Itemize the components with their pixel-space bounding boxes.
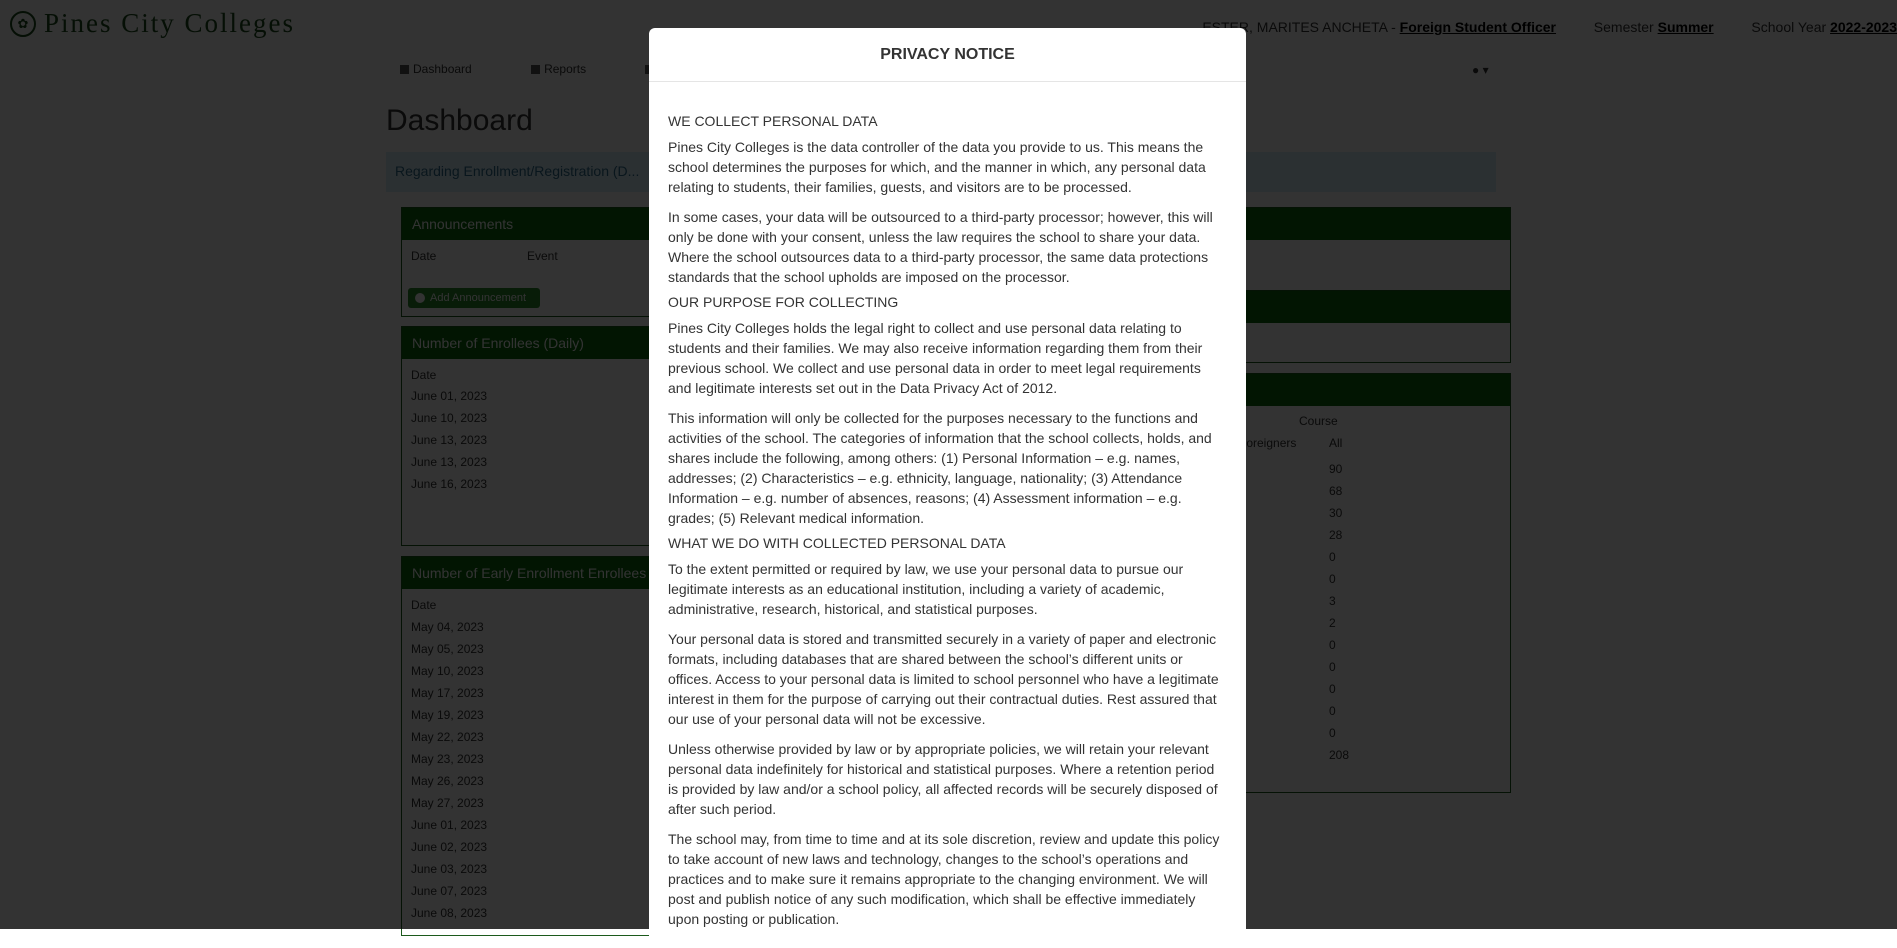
section-heading: WHAT WE DO WITH COLLECTED PERSONAL DATA bbox=[668, 535, 1006, 551]
paragraph: The school may, from time to time and at its sole discretion, review and update this policy to take account of new laws and technology, changes to the school’s operations and practices and to make sure it remains appropriate to the changing environment. We will post and publish notice of any such modification, which shall be effective immediately upon posting or publication. bbox=[668, 831, 1220, 927]
paragraph: In some cases, your data will be outsourced to a third-party processor; however, this will only be done with your consent, unless the law requires the school to share your data. Where the school outsources data to a third-party processor, the same data protections standards that the school upholds are imposed on the processor. bbox=[668, 209, 1213, 285]
paragraph: This information will only be collected for the purposes necessary to the functions and activities of the school. The categories of information that the school collects, holds, and shares include the following, among others: (1) Personal Information – e.g. names, addresses; (2) Characteristics – e.g. ethnicity, language, nationality; (3) Attendance Information – e.g. number of absences, reasons; (4) Assessment information – e.g. grades; (5) Relevant medical information. bbox=[668, 410, 1212, 526]
modal-title: PRIVACY NOTICE bbox=[649, 28, 1246, 82]
paragraph: Pines City Colleges is the data controller of the data you provide to us. This means the school determines the purposes for which, and the manner in which, any personal data relating to students, their families, guests, and visitors are to be processed. bbox=[668, 139, 1206, 195]
section-heading: OUR PURPOSE FOR COLLECTING bbox=[668, 294, 899, 310]
paragraph: Your personal data is stored and transmitted securely in a variety of paper and electronic formats, including databases that are shared between the school’s different units or offices. Access to your personal data is limited to school personnel who have a legitimate interest in them for the purpose of carrying out their contractual duties. Rest assured that our use of your personal data will not be excessive. bbox=[668, 631, 1219, 727]
paragraph: Pines City Colleges holds the legal right to collect and use personal data relating to students and their families. We may also receive information regarding them from their previous school. We collect and use personal data in order to meet legal requirements and legitimate interests set out in the Data Privacy Act of 2012. bbox=[668, 320, 1203, 396]
section-heading: WE COLLECT PERSONAL DATA bbox=[668, 113, 878, 129]
modal-body[interactable] bbox=[649, 82, 1246, 929]
paragraph: Unless otherwise provided by law or by appropriate policies, we will retain your relevant personal data indefinitely for historical and statistical purposes. Where a retention period is provided by law and/or a school policy, all affected records will be securely disposed of after such period. bbox=[668, 741, 1218, 817]
paragraph: To the extent permitted or required by law, we use your personal data to pursue our legitimate interests as an educational institution, including a variety of academic, administrative, research, historical, and statistical purposes. bbox=[668, 561, 1184, 617]
privacy-notice-modal bbox=[649, 28, 1246, 948]
